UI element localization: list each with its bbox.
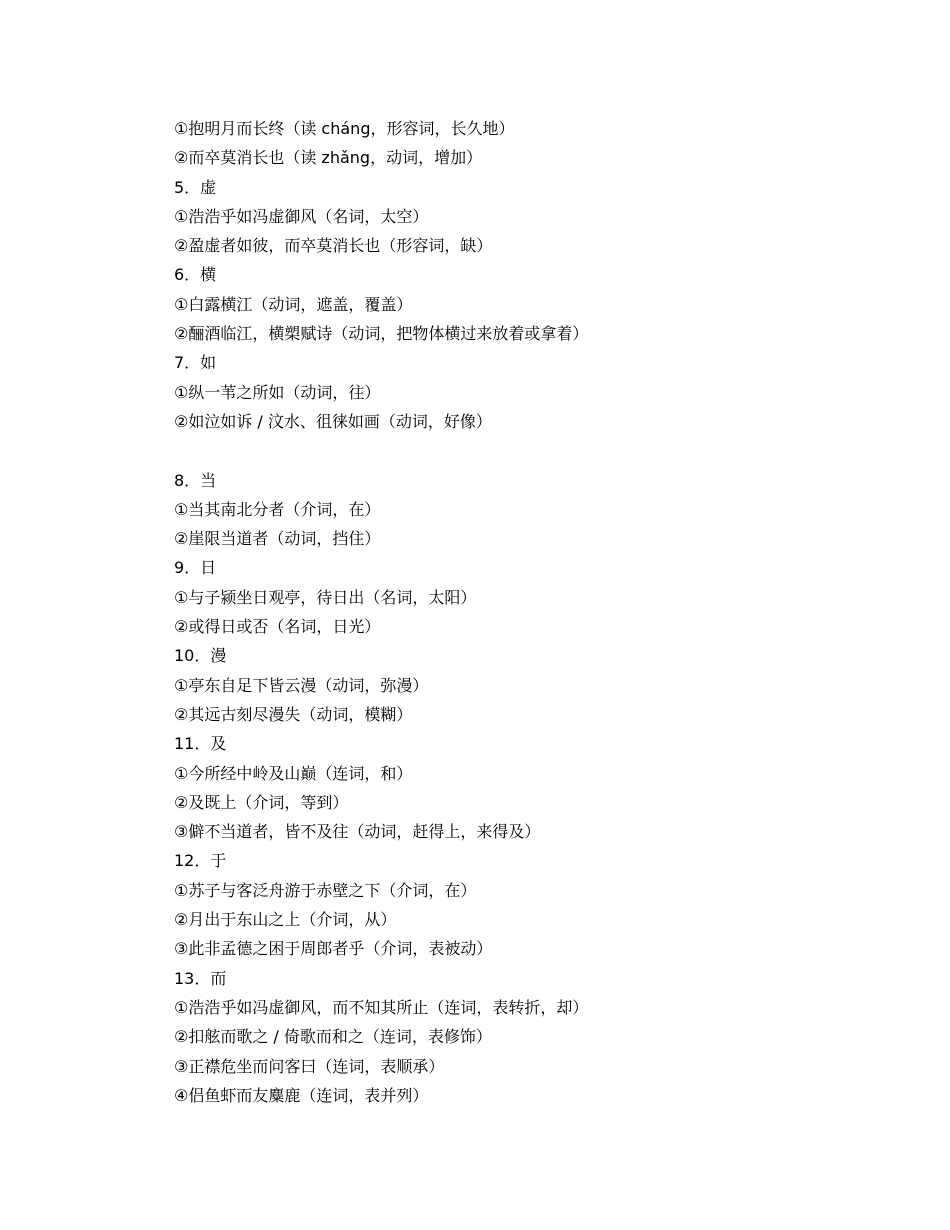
section-heading: 9．日 (174, 558, 217, 578)
text-line: ③正襟危坐而问客曰（连词，表顺承） (174, 1056, 445, 1076)
text-line: ①今所经中岭及山巅（连词，和） (174, 763, 413, 783)
text-line: ①抱明月而长终（读 cháng，形容词，长久地） (174, 119, 515, 138)
text-line: ②或得日或否（名词，日光） (174, 617, 381, 637)
text-line: ②酾酒临江，横槊赋诗（动词，把物体横过来放着或拿着） (174, 324, 589, 344)
section-heading: 5．虚 (174, 177, 217, 197)
section-heading: 6．横 (174, 265, 217, 285)
text-line: ①浩浩乎如冯虚御风（名词，太空） (174, 206, 429, 226)
text-line: ②月出于东山之上（介词，从） (174, 910, 397, 930)
text-line: ③僻不当道者，皆不及往（动词，赶得上，来得及） (174, 822, 541, 842)
text-line: ②扣舷而歌之 / 倚歌而和之（连词，表修饰） (174, 1027, 492, 1047)
text-line: ②盈虚者如彼，而卒莫消长也（形容词，缺） (174, 236, 493, 256)
blank-line (174, 436, 874, 465)
text-line: ②其远古刻尽漫失（动词，模糊） (174, 704, 413, 724)
document-body (174, 114, 874, 1110)
text-line: ②而卒莫消长也（读 zhǎng，动词，增加） (174, 148, 483, 168)
section-heading: 11．及 (174, 734, 227, 754)
text-line: ①纵一苇之所如（动词，往） (174, 382, 381, 402)
text-line: ②崖限当道者（动词，挡住） (174, 529, 381, 549)
text-line: ①与子颍坐日观亭，待日出（名词，太阳） (174, 587, 477, 607)
section-heading: 10．漫 (174, 646, 227, 666)
text-line: ①亭东自足下皆云漫（动词，弥漫） (174, 675, 429, 695)
text-line: ②及既上（介词，等到） (174, 792, 349, 812)
text-line: ②如泣如诉 / 汶水、徂徕如画（动词，好像） (174, 411, 492, 431)
text-line: ①白露横江（动词，遮盖，覆盖） (174, 294, 413, 314)
text-line: ④侣鱼虾而友麋鹿（连词，表并列） (174, 1085, 429, 1105)
section-heading: 12．于 (174, 851, 227, 871)
text-line: ①苏子与客泛舟游于赤壁之下（介词，在） (174, 880, 477, 900)
text-line: ③此非孟德之困于周郎者乎（介词，表被动） (174, 939, 493, 959)
section-heading: 7．如 (174, 353, 217, 373)
section-heading: 13．而 (174, 968, 227, 988)
section-heading: 8．当 (174, 470, 217, 490)
text-line: ①浩浩乎如冯虚御风，而不知其所止（连词，表转折，却） (174, 997, 589, 1017)
text-line: ①当其南北分者（介词，在） (174, 499, 381, 519)
